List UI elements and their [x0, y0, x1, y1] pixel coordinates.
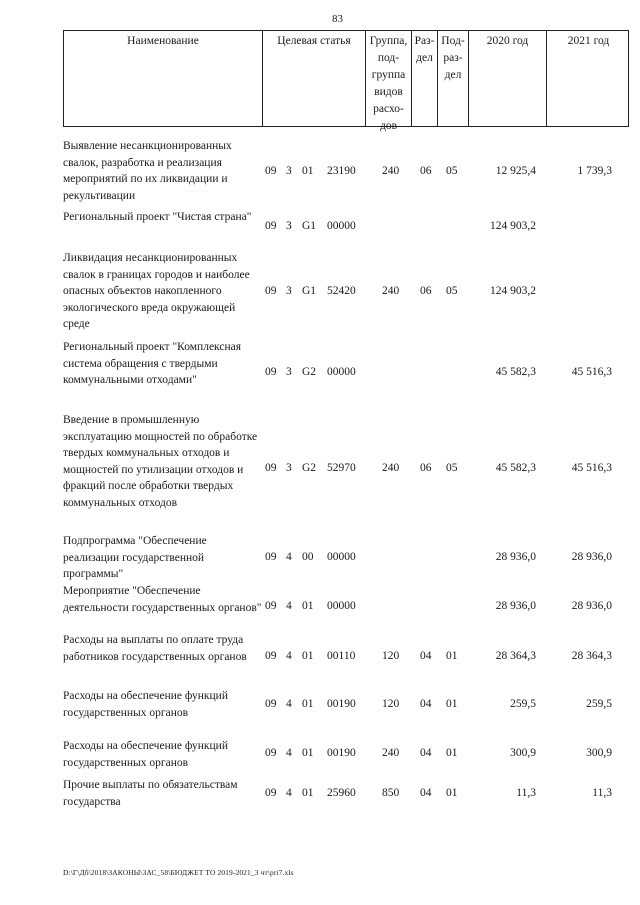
section-code: 04 [420, 747, 432, 759]
target-direction-code: 01 [302, 600, 314, 612]
subsection-code: 05 [446, 165, 458, 177]
file-path-footer: D:\Г\Дб\2018\ЗАКОНЫ\ЗАС_58\БЮДЖЕТ ТО 2019-2021_3 чт\pri7.xls [63, 868, 294, 877]
subsection-code: 05 [446, 285, 458, 297]
target-program-code: 09 [265, 366, 277, 378]
header-subsection [438, 31, 469, 126]
header-section [412, 31, 438, 126]
amount-2021: 300,9 [586, 747, 612, 759]
amount-2021: 28 936,0 [571, 551, 612, 563]
expense-group-code: 240 [382, 462, 400, 474]
target-direction-code: G2 [302, 462, 317, 474]
section-code: 04 [420, 650, 432, 662]
target-program-code: 09 [265, 600, 277, 612]
subsection-code: 01 [446, 787, 458, 799]
expense-group-code: 240 [382, 165, 400, 177]
target-subprogram-code: 4 [286, 600, 292, 612]
expense-group-code: 120 [382, 698, 400, 710]
row-name: Выявление несанкционированных свалок, разработка и реализация мероприятий по их ликвидации и рекультивации [63, 140, 232, 202]
row-name: Ликвидация несанкционированных свалок в границах городов и наиболее опасных объектов накопленного экологического вреда окружающей среде [63, 252, 250, 330]
amount-2020: 45 582,3 [495, 462, 536, 474]
target-program-code: 09 [265, 787, 277, 799]
subsection-code: 05 [446, 462, 458, 474]
target-direction-code: 01 [302, 165, 314, 177]
amount-2020: 28 936,0 [495, 600, 536, 612]
target-expense-code: 00190 [327, 747, 356, 759]
header-expense-group [366, 31, 412, 132]
target-expense-code: 00000 [327, 220, 356, 232]
target-subprogram-code: 4 [286, 650, 292, 662]
header-group-line: дов [379, 120, 398, 132]
header-subsection-line: дел [444, 69, 462, 81]
target-program-code: 09 [265, 551, 277, 563]
amount-2020: 124 903,2 [490, 285, 536, 297]
row-name: Расходы на обеспечение функций государственных органов [63, 690, 228, 719]
target-program-code: 09 [265, 285, 277, 297]
target-subprogram-code: 4 [286, 551, 292, 563]
target-expense-code: 52420 [327, 285, 356, 297]
target-subprogram-code: 3 [286, 285, 292, 297]
section-code: 04 [420, 698, 432, 710]
target-expense-code: 00190 [327, 698, 356, 710]
amount-2020: 300,9 [510, 747, 536, 759]
target-expense-code: 52970 [327, 462, 356, 474]
target-expense-code: 00110 [327, 650, 356, 662]
target-program-code: 09 [265, 165, 277, 177]
page-number: 83 [332, 13, 343, 25]
header-section-line: дел [416, 52, 433, 64]
amount-2020: 11,3 [516, 787, 536, 799]
amount-2020: 45 582,3 [495, 366, 536, 378]
section-code: 06 [420, 165, 432, 177]
row-name: Введение в промышленную эксплуатацию мощностей по обработке твердых коммунальных отходов и мощностей по утилизации отходов и фракций после обработки твердых коммунальных отходов [63, 414, 258, 509]
target-subprogram-code: 3 [286, 220, 292, 232]
target-direction-code: 00 [302, 551, 314, 563]
subsection-code: 01 [446, 650, 458, 662]
target-direction-code: 01 [302, 650, 314, 662]
target-subprogram-code: 4 [286, 787, 292, 799]
expense-group-code: 120 [382, 650, 400, 662]
row-name: Мероприятие "Обеспечение деятельности государственных органов" [63, 585, 262, 614]
amount-2020: 124 903,2 [490, 220, 536, 232]
amount-2020: 259,5 [510, 698, 536, 710]
amount-2021: 259,5 [586, 698, 612, 710]
target-direction-code: 01 [302, 747, 314, 759]
amount-2021: 45 516,3 [571, 462, 612, 474]
header-group-line: Группа, [369, 35, 408, 47]
amount-2021: 28 364,3 [571, 650, 612, 662]
target-expense-code: 00000 [327, 551, 356, 563]
subsection-code: 01 [446, 698, 458, 710]
row-name: Региональный проект "Комплексная система обращения с твердыми коммунальными отходами" [63, 341, 242, 386]
row-name: Подпрограмма "Обеспечение реализации государственной программы" [63, 535, 207, 580]
target-subprogram-code: 3 [286, 165, 292, 177]
section-code: 04 [420, 787, 432, 799]
header-group-line: видов [374, 86, 403, 98]
row-name: Расходы на обеспечение функций государственных органов [63, 740, 228, 769]
header-year-2021: 2021 год [567, 35, 610, 47]
target-program-code: 09 [265, 462, 277, 474]
header-group-line: группа [371, 69, 406, 81]
header-name: Наименование [64, 31, 263, 126]
target-expense-code: 23190 [327, 165, 356, 177]
target-expense-code: 25960 [327, 787, 356, 799]
expense-group-code: 240 [382, 285, 400, 297]
amount-2020: 28 364,3 [495, 650, 536, 662]
header-subsection-line: Под- [441, 35, 465, 47]
amount-2020: 28 936,0 [495, 551, 536, 563]
target-direction-code: 01 [302, 698, 314, 710]
target-program-code: 09 [265, 220, 277, 232]
target-direction-code: G1 [302, 220, 317, 232]
header-subsection-line: раз- [443, 52, 463, 64]
header-target-article: Целевая статья [263, 31, 366, 126]
amount-2021: 28 936,0 [571, 600, 612, 612]
target-subprogram-code: 3 [286, 462, 292, 474]
amount-2021: 11,3 [592, 787, 612, 799]
table-header [63, 30, 629, 132]
target-program-code: 09 [265, 747, 277, 759]
header-section-line: Раз- [414, 35, 435, 47]
target-program-code: 09 [265, 698, 277, 710]
target-direction-code: G2 [302, 366, 317, 378]
amount-2021: 45 516,3 [571, 366, 612, 378]
amount-2021: 1 739,3 [577, 165, 612, 177]
subsection-code: 01 [446, 747, 458, 759]
target-subprogram-code: 4 [286, 698, 292, 710]
section-code: 06 [420, 462, 432, 474]
expense-group-code: 850 [382, 787, 400, 799]
expense-group-code: 240 [382, 747, 400, 759]
row-name: Расходы на выплаты по оплате труда работников государственных органов [63, 634, 247, 663]
target-expense-code: 00000 [327, 366, 356, 378]
row-name: Прочие выплаты по обязательствам государства [63, 779, 238, 808]
target-expense-code: 00000 [327, 600, 356, 612]
header-year-2020: 2020 год [469, 31, 547, 126]
header-group-line: расхо- [373, 103, 404, 115]
target-direction-code: 01 [302, 787, 314, 799]
row-name: Региональный проект "Чистая страна" [63, 211, 252, 223]
section-code: 06 [420, 285, 432, 297]
header-group-line: под- [377, 52, 400, 64]
target-direction-code: G1 [302, 285, 317, 297]
target-subprogram-code: 3 [286, 366, 292, 378]
target-subprogram-code: 4 [286, 747, 292, 759]
target-program-code: 09 [265, 650, 277, 662]
amount-2020: 12 925,4 [495, 165, 536, 177]
